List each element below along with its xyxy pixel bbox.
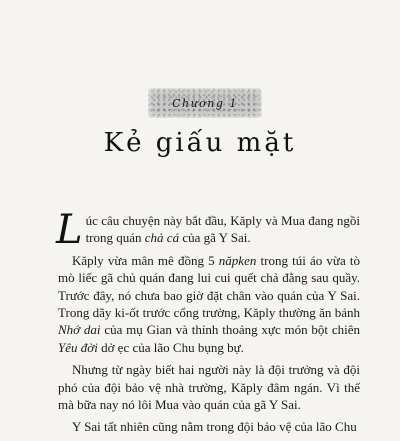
italic-text: năpken [218, 252, 257, 268]
text-run: Kăply vừa mân mê đồng 5 [72, 252, 219, 268]
text-run: dở ẹc của lão Chu bụng bự. [97, 339, 244, 355]
chapter-title: Kẻ giấu mặt [103, 128, 297, 158]
italic-text: Nhớ dai [58, 322, 101, 338]
paragraph [58, 252, 360, 356]
drop-cap: L [56, 207, 83, 253]
text-run: úc câu chuyện này bắt đầu, Kăply và Mua đang ngồi trong quán [85, 213, 360, 246]
italic-text: Yêu đời [58, 339, 98, 355]
text-run: Nhưng từ ngày biết hai người này là đội trưởng và đội phó của đội bảo vệ nhà trường, Kăply đâm ngán. Vì thế mà bữa nay nó lôi Mua vào quán của gã Y Sai. [58, 362, 360, 413]
text-run: trong túi áo vừa tò mò liếc gã chủ quán đang lui cui quết chả đằng sau quầy. Trước đây, nó chưa bao giờ đặt chân vào quán của Y Sai. Trong dãy ki-ốt trước cổng trường, Kăply thường ăn bánh [58, 252, 360, 321]
paragraph [58, 361, 360, 413]
paragraph [56, 207, 360, 253]
italic-text: chả cá [144, 230, 180, 246]
chapter-body [56, 207, 360, 441]
chapter-banner [148, 88, 262, 118]
chapter-label: Chương 1 [172, 96, 238, 110]
text-run: của mụ Gian và thỉnh thoảng xực món bột chiên [100, 322, 360, 338]
text-run: Y Sai tất nhiên cũng nằm trong đội bảo vệ của lão Chu [72, 419, 357, 435]
text-run: của gã Y Sai. [179, 230, 251, 246]
paragraph [58, 418, 360, 435]
